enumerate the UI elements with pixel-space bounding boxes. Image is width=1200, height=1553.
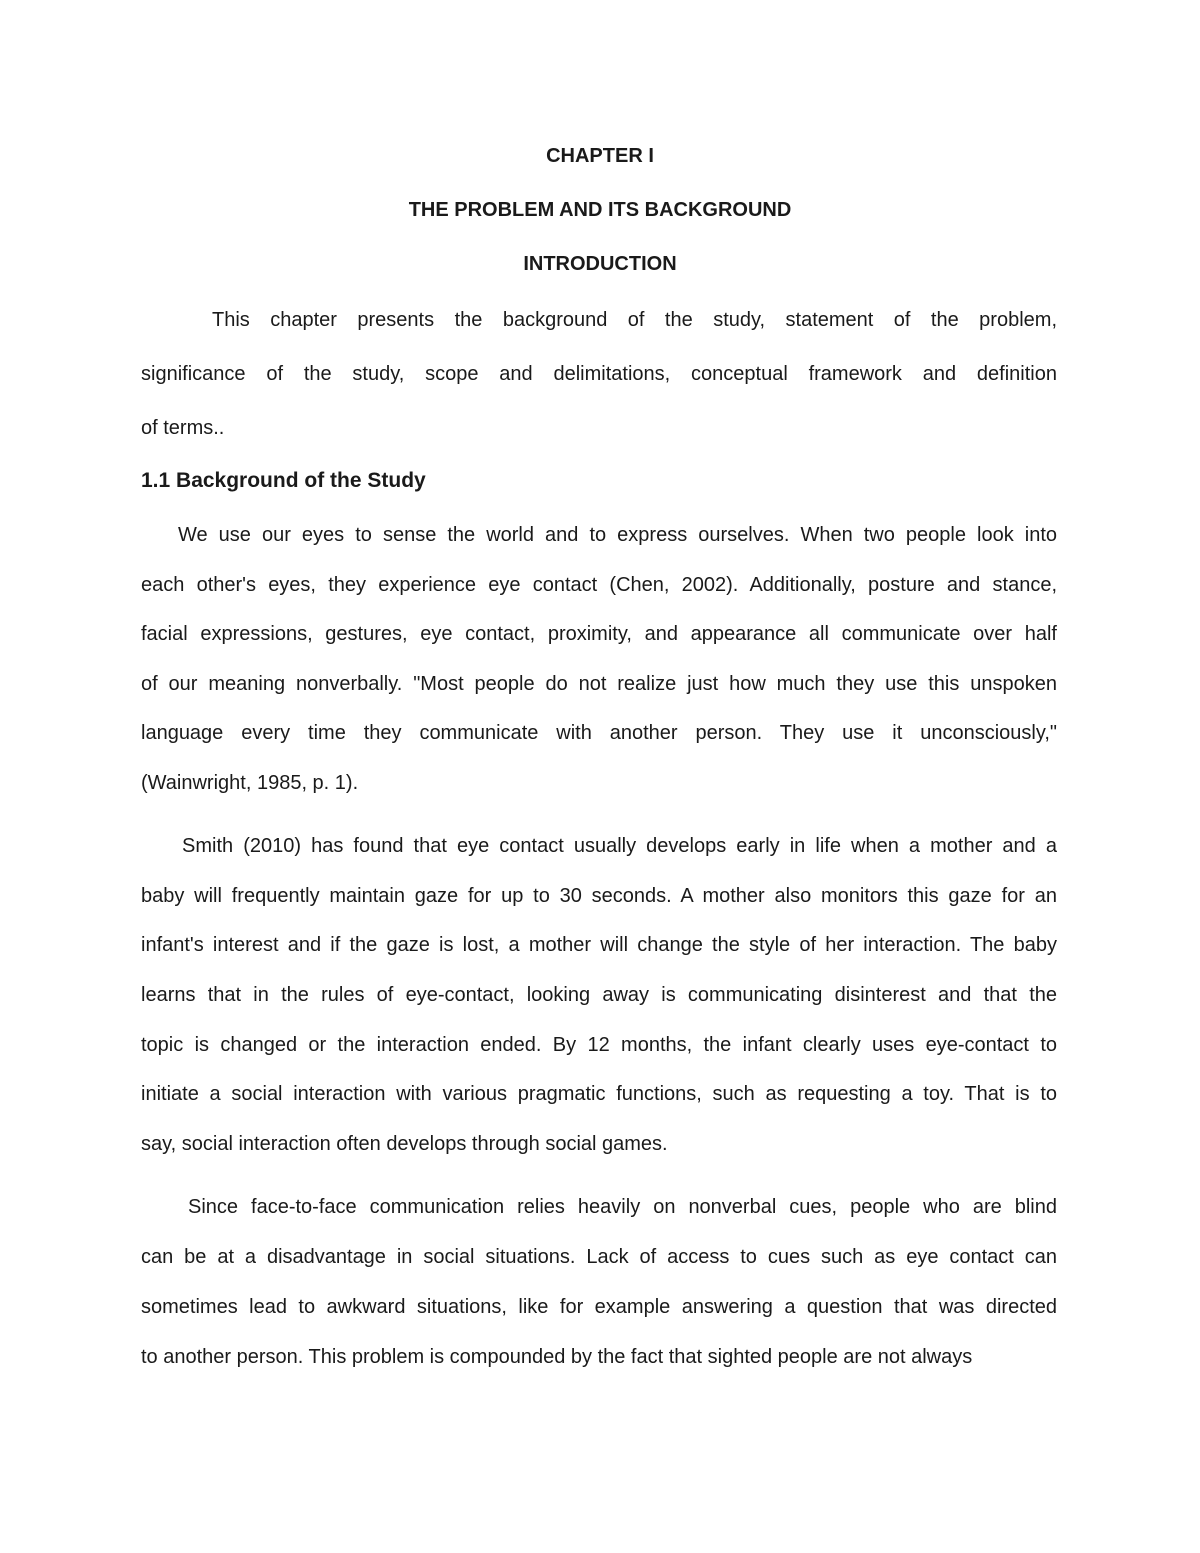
background-heading: 1.1 Background of the Study (141, 469, 426, 492)
chapter-title: THE PROBLEM AND ITS BACKGROUND (408, 199, 792, 221)
paragraph-line: initiate a social interaction with various pragmatic functions, such as requesting a toy. That is to (141, 1083, 1057, 1105)
paragraph-line: language every time they communicate with another person. They use it unconsciously," (141, 722, 1057, 744)
intro-line: of terms.. (141, 417, 225, 439)
paragraph-line: learns that in the rules of eye-contact, looking away is communicating disinterest and that the (141, 984, 1057, 1006)
paragraph-line: topic is changed or the interaction ended. By 12 months, the infant clearly uses eye-contact to (141, 1034, 1057, 1056)
paragraph-line: baby will frequently maintain gaze for up to 30 seconds. A mother also monitors this gaze for an (141, 885, 1057, 907)
paragraph-line: We use our eyes to sense the world and to express ourselves. When two people look into (178, 524, 1057, 546)
paragraph-line: of our meaning nonverbally. "Most people do not realize just how much they use this unspoken (141, 673, 1057, 695)
paragraph-line: Since face-to-face communication relies heavily on nonverbal cues, people who are blind (188, 1196, 1057, 1218)
paragraph-line: (Wainwright, 1985, p. 1). (141, 772, 359, 794)
paragraph-line: facial expressions, gestures, eye contact, proximity, and appearance all communicate over half (141, 623, 1057, 645)
paragraph-line: Smith (2010) has found that eye contact usually develops early in life when a mother and a (182, 835, 1057, 857)
paragraph-line: each other's eyes, they experience eye contact (Chen, 2002). Additionally, posture and stance, (141, 574, 1057, 596)
intro-line: This chapter presents the background of the study, statement of the problem, (212, 309, 1057, 331)
section-title: INTRODUCTION (523, 253, 677, 275)
paragraph-line: infant's interest and if the gaze is lost, a mother will change the style of her interaction. The baby (141, 934, 1057, 956)
chapter-number: CHAPTER I (546, 145, 654, 167)
paragraph-line: sometimes lead to awkward situations, like for example answering a question that was directed (141, 1296, 1057, 1318)
paragraph-line: to another person. This problem is compounded by the fact that sighted people are not always (141, 1346, 973, 1368)
paragraph-line: say, social interaction often develops through social games. (141, 1133, 668, 1155)
paragraph-line: can be at a disadvantage in social situations. Lack of access to cues such as eye contact can (141, 1246, 1057, 1268)
intro-line: significance of the study, scope and delimitations, conceptual framework and definition (141, 363, 1057, 385)
